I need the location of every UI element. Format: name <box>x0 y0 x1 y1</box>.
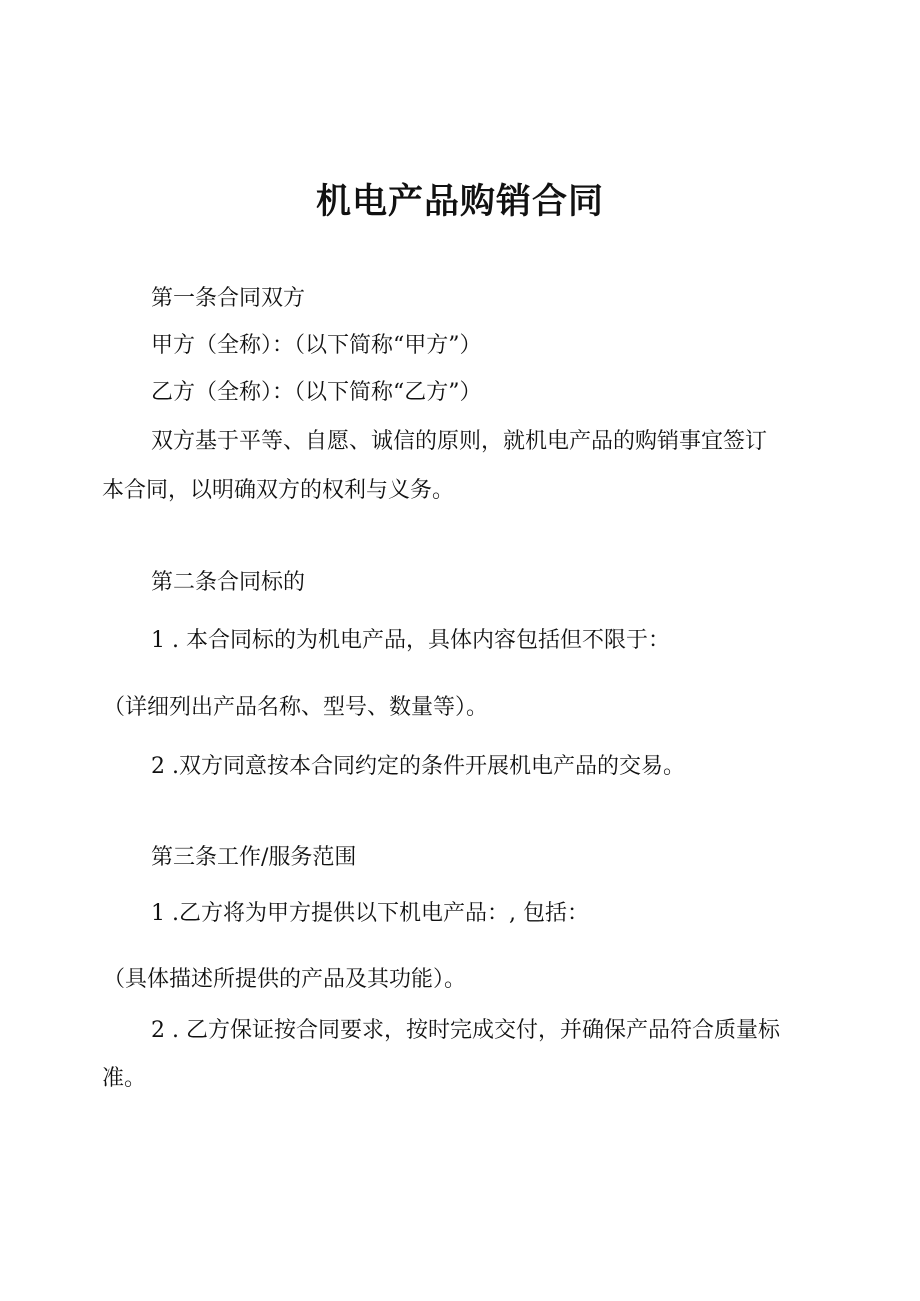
article-2-item-1: 1 . 本合同标的为机电产品，具体内容包括但不限于： <box>151 628 670 653</box>
purpose-paragraph-line-2: 本合同，以明确双方的权利与义务。 <box>102 478 455 503</box>
article-2-item-2: 2 .双方同意按本合同约定的条件开展机电产品的交易。 <box>151 754 685 779</box>
document-title: 机电产品购销合同 <box>315 182 604 222</box>
article-2-heading: 第二条合同标的 <box>151 570 306 595</box>
party-b-line: 乙方（全称）：（以下简称“乙方”） <box>151 380 482 405</box>
article-3-heading: 第三条工作/服务范围 <box>151 845 357 870</box>
article-2-item-1-detail: （详细列出产品名称、型号、数量等）。 <box>103 695 489 720</box>
article-1-heading: 第一条合同双方 <box>151 286 306 311</box>
party-a-line: 甲方（全称）：（以下简称“甲方”） <box>151 333 482 358</box>
article-3-item-1: 1 .乙方将为甲方提供以下机电产品：, 包括： <box>151 901 589 926</box>
article-3-item-2-line-2: 准。 <box>102 1066 147 1091</box>
purpose-paragraph-line-1: 双方基于平等、自愿、诚信的原则，就机电产品的购销事宜签订 <box>151 429 768 454</box>
article-3-item-1-detail: （具体描述所提供的产品及其功能）。 <box>103 967 467 992</box>
article-3-item-2-line-1: 2 . 乙方保证按合同要求，按时完成交付，并确保产品符合质量标 <box>151 1018 780 1043</box>
